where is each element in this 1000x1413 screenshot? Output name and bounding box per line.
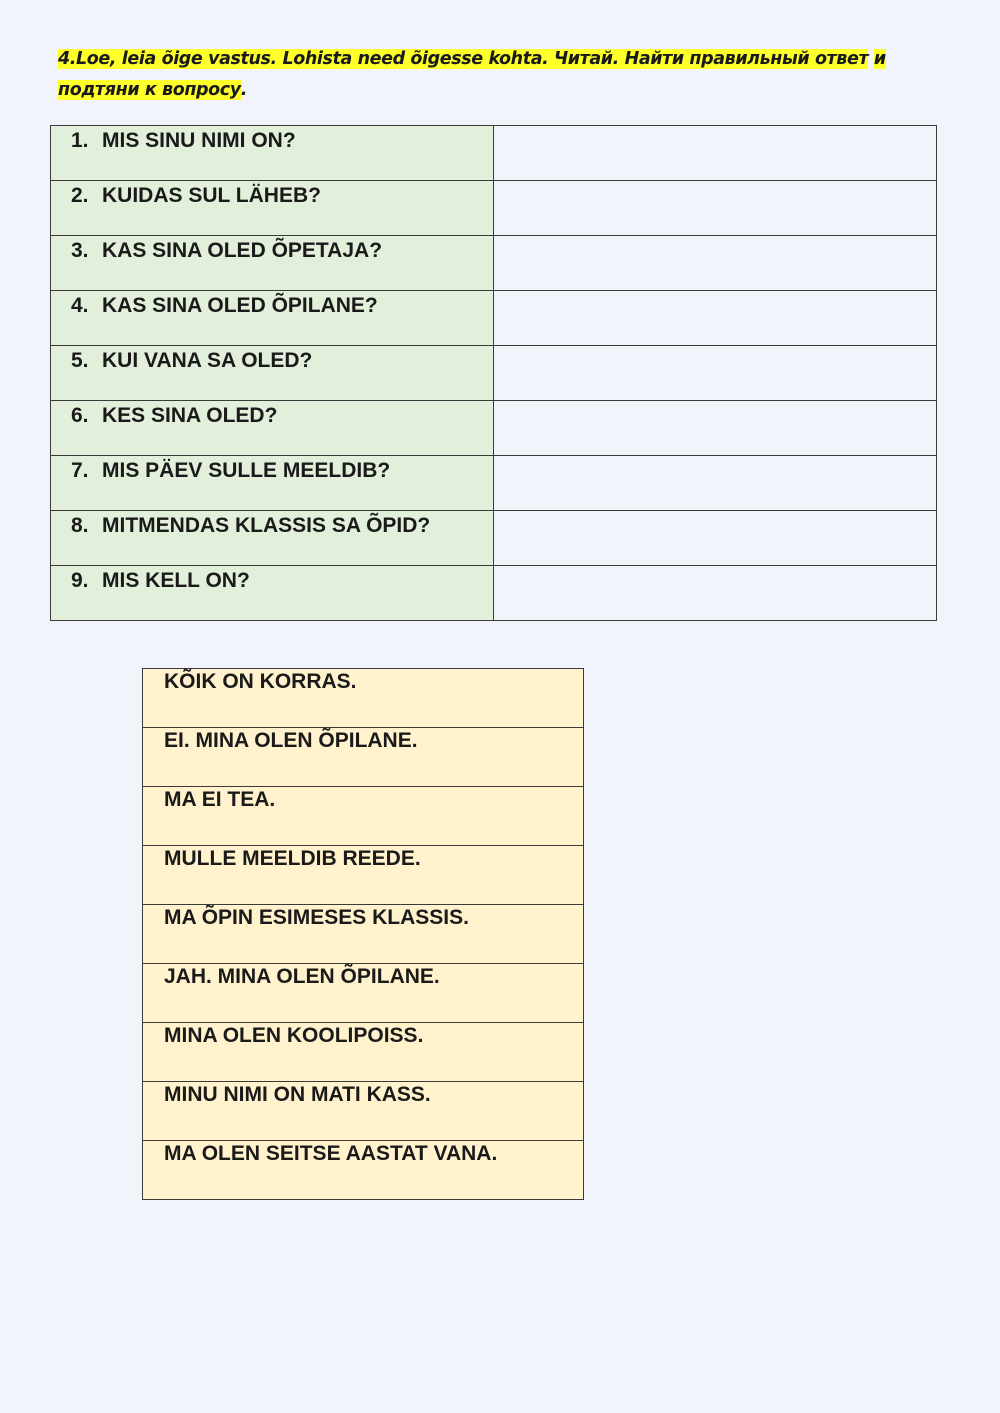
- question-cell: [51, 236, 494, 291]
- answer-drop-zone[interactable]: [494, 181, 937, 236]
- instruction-end: .: [240, 80, 248, 100]
- answer-drop-zone[interactable]: [494, 456, 937, 511]
- draggable-answer[interactable]: MA ÕPIN ESIMESES KLASSIS.: [143, 905, 584, 964]
- draggable-answer[interactable]: MA OLEN SEITSE AASTAT VANA.: [143, 1141, 584, 1200]
- instruction-highlight-2: и: [873, 49, 886, 69]
- question-row: [51, 126, 937, 181]
- draggable-answer[interactable]: MINU NIMI ON MATI KASS.: [143, 1082, 584, 1141]
- question-text: KUIDAS SUL LÄHEB?: [102, 184, 321, 207]
- question-cell: [51, 126, 494, 181]
- question-number: 5.: [71, 349, 89, 372]
- question-number: 2.: [71, 184, 89, 207]
- answer-drop-zone[interactable]: [494, 511, 937, 566]
- question-row: [51, 291, 937, 346]
- answer-drop-zone[interactable]: [494, 126, 937, 181]
- question-cell: [51, 566, 494, 621]
- question-row: [51, 236, 937, 291]
- draggable-answer[interactable]: MULLE MEELDIB REEDE.: [143, 846, 584, 905]
- answer-drop-zone[interactable]: [494, 566, 937, 621]
- question-cell: [51, 291, 494, 346]
- question-number: 6.: [71, 404, 89, 427]
- question-row: [51, 346, 937, 401]
- draggable-answer[interactable]: KÕIK ON KORRAS.: [143, 669, 584, 728]
- question-number: 4.: [71, 294, 89, 317]
- answer-drop-zone[interactable]: [494, 291, 937, 346]
- answer-drop-zone[interactable]: [494, 236, 937, 291]
- instruction-highlight-1: 4.Loe, leia õige vastus. Lohista need õigesse kohta. Читай. Найти правильный ответ: [58, 49, 869, 69]
- question-cell: [51, 401, 494, 456]
- question-text: MIS KELL ON?: [102, 569, 250, 592]
- question-number: 1.: [71, 129, 89, 152]
- question-text: KES SINA OLED?: [102, 404, 278, 427]
- question-row: [51, 401, 937, 456]
- draggable-answer[interactable]: JAH. MINA OLEN ÕPILANE.: [143, 964, 584, 1023]
- draggable-answer[interactable]: MINA OLEN KOOLIPOISS.: [143, 1023, 584, 1082]
- answer-drop-zone[interactable]: [494, 346, 937, 401]
- question-text: MIS SINU NIMI ON?: [102, 129, 296, 152]
- question-cell: [51, 181, 494, 236]
- question-text: KUI VANA SA OLED?: [102, 349, 313, 372]
- question-row: [51, 511, 937, 566]
- question-text: MITMENDAS KLASSIS SA ÕPID?: [102, 514, 431, 537]
- question-cell: [51, 511, 494, 566]
- draggable-answer[interactable]: EI. MINA OLEN ÕPILANE.: [143, 728, 584, 787]
- question-cell: [51, 456, 494, 511]
- answer-bank: [142, 668, 584, 1200]
- question-number: 8.: [71, 514, 89, 537]
- draggable-answer[interactable]: MA EI TEA.: [143, 787, 584, 846]
- question-text: MIS PÄEV SULLE MEELDIB?: [102, 459, 391, 482]
- question-number: 7.: [71, 459, 89, 482]
- answer-drop-zone[interactable]: [494, 401, 937, 456]
- question-row: [51, 181, 937, 236]
- question-number: 9.: [71, 569, 89, 592]
- question-text: KAS SINA OLED ÕPETAJA?: [102, 239, 383, 262]
- question-number: 3.: [71, 239, 89, 262]
- instruction-highlight-3: подтяни к вопросу: [58, 80, 241, 100]
- question-cell: [51, 346, 494, 401]
- question-row: [51, 566, 937, 621]
- question-row: [51, 456, 937, 511]
- question-table: [50, 125, 937, 621]
- instruction-text: [58, 44, 938, 106]
- question-text: KAS SINA OLED ÕPILANE?: [102, 294, 378, 317]
